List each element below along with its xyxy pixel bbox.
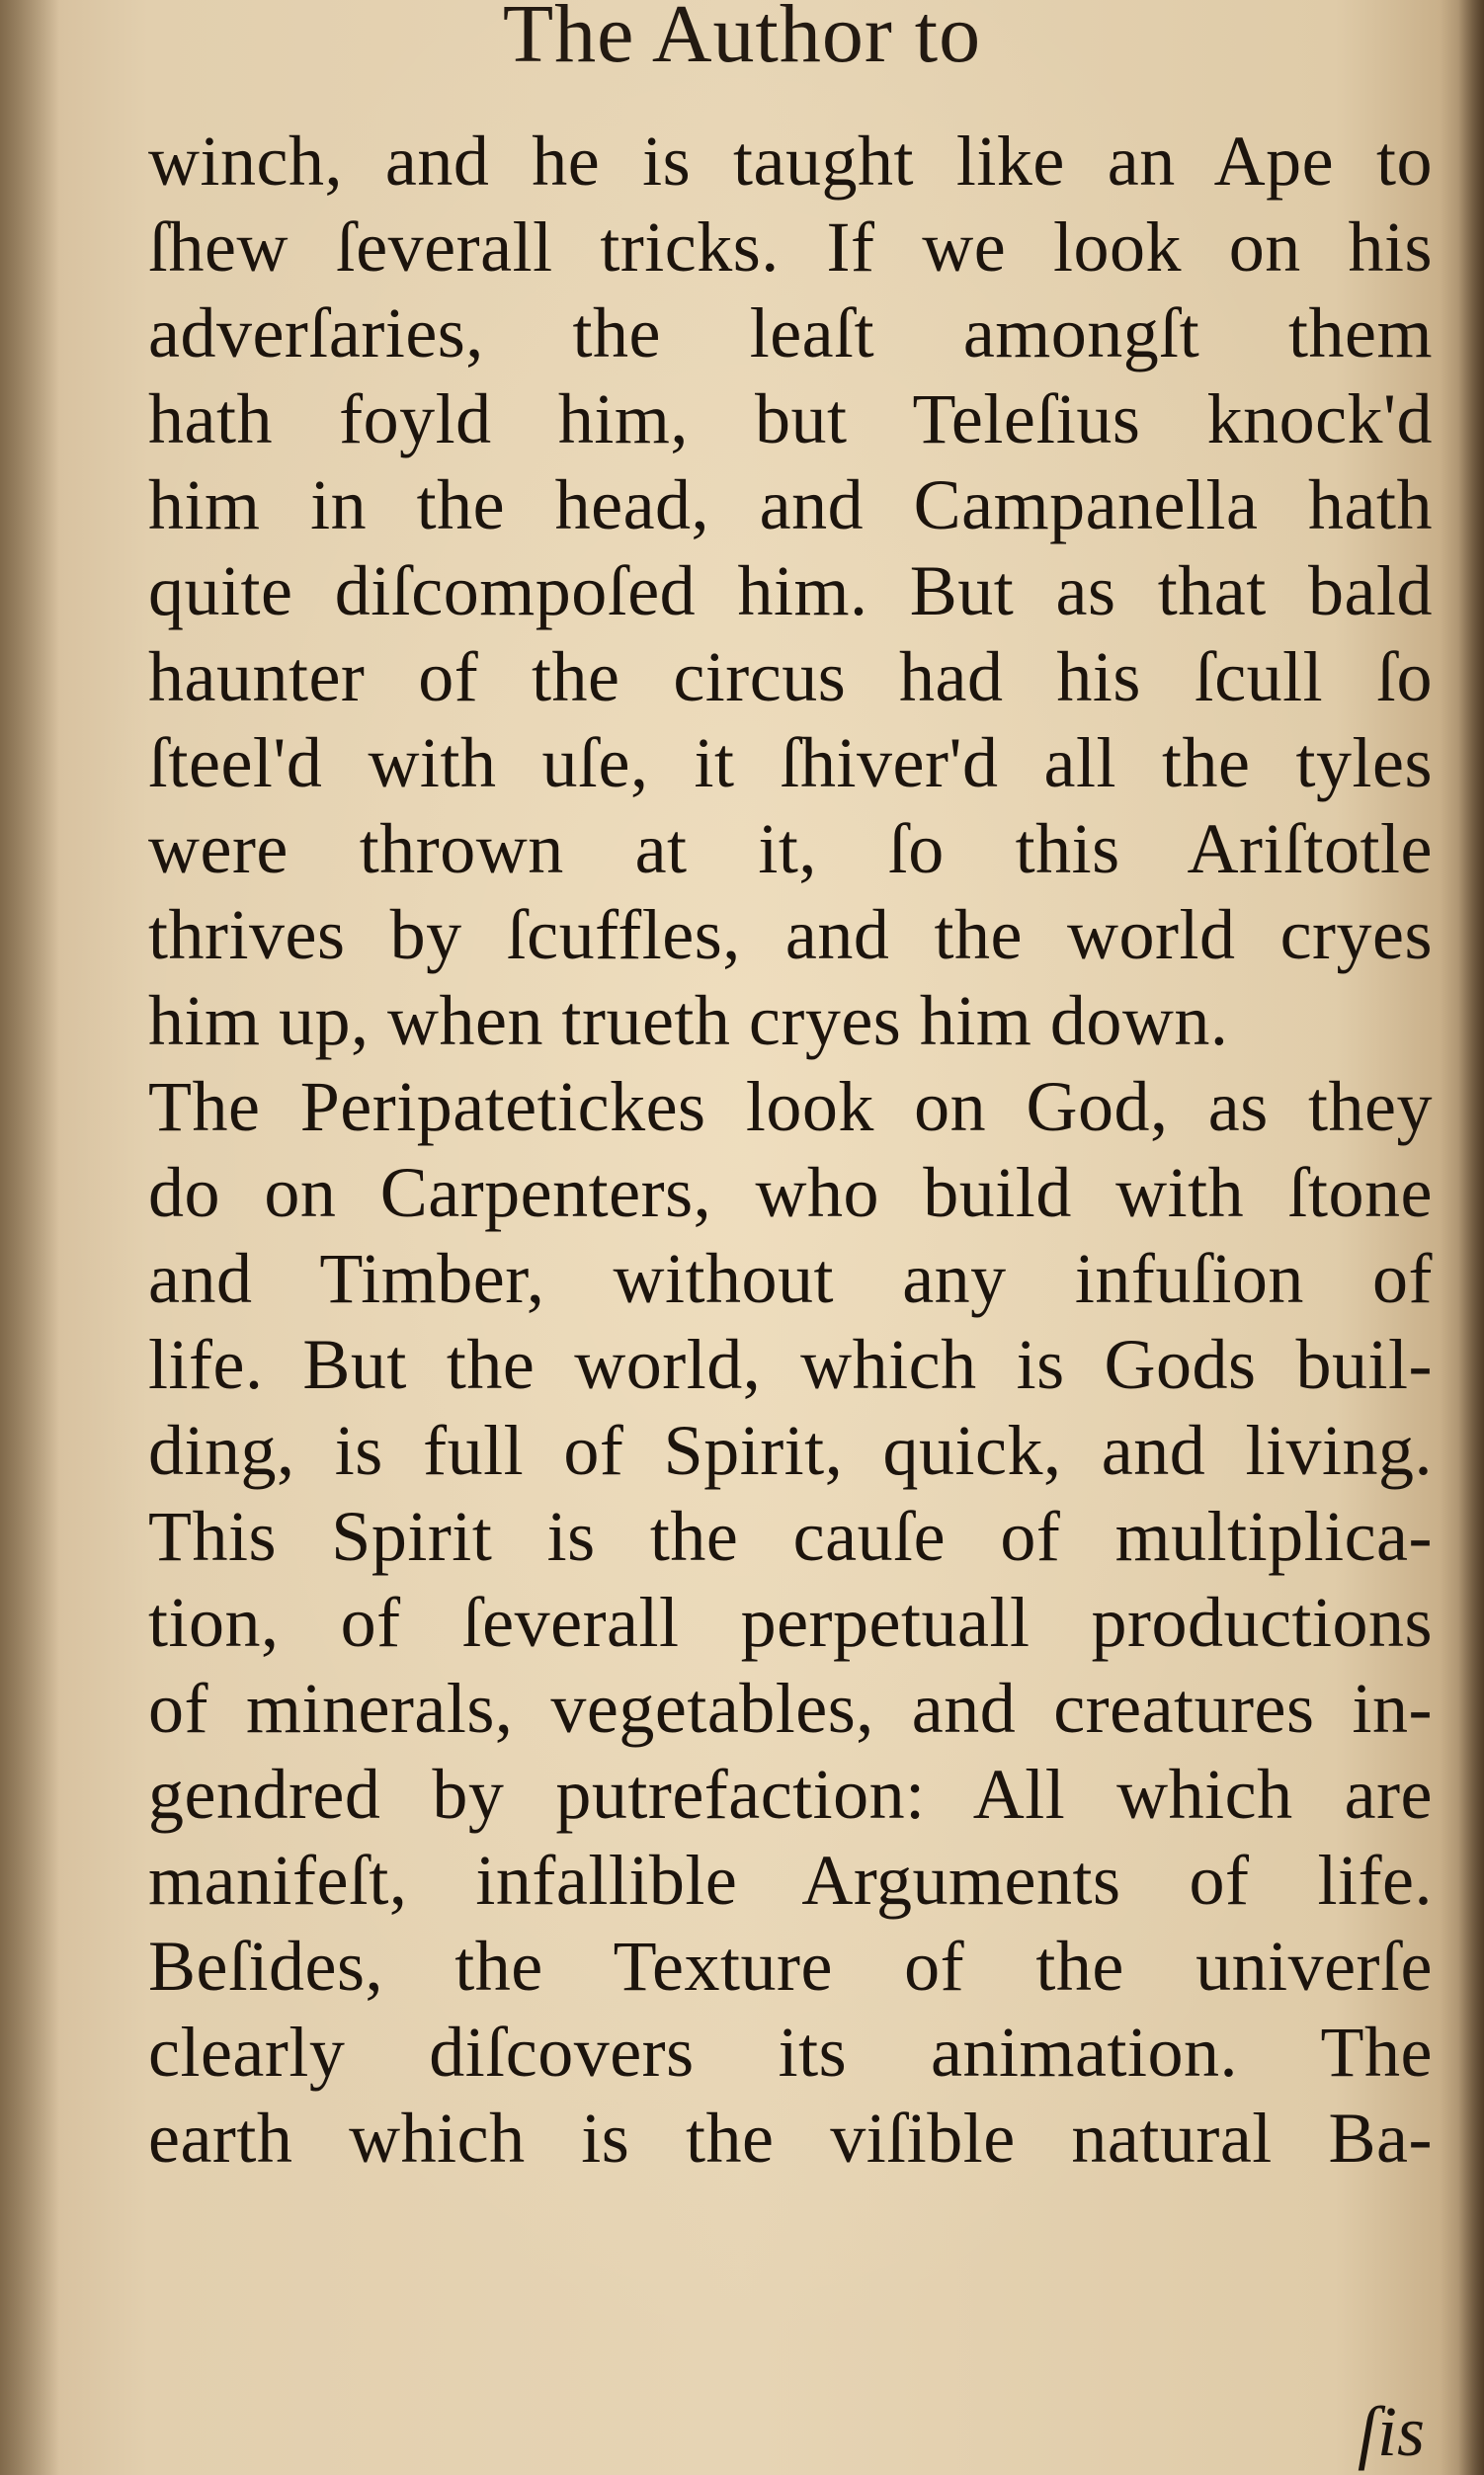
page-gutter-shadow <box>0 0 59 2475</box>
body-text <box>148 119 1433 2182</box>
text-line: and Timber, without any infuſion of <box>148 1239 1433 1318</box>
text-line: clearly diſcovers its animation. The <box>148 2013 1433 2092</box>
text-line: The Peripatetickes look on God, as they <box>148 1067 1433 1146</box>
text-line: ding, is full of Spirit, quick, and living. <box>148 1411 1433 1490</box>
text-line: of minerals, vegetables, and creatures in- <box>148 1669 1433 1748</box>
text-line: hath foyld him, but Teleſius knock'd <box>148 379 1433 458</box>
text-line: adverſaries, the leaſt amongſt them <box>148 293 1433 372</box>
page-edge-shadow <box>1458 0 1484 2475</box>
text-line: haunter of the circus had his ſcull ſo <box>148 637 1433 716</box>
text-line: life. But the world, which is Gods buil- <box>148 1325 1433 1404</box>
text-line: do on Carpenters, who build with ſtone <box>148 1153 1433 1232</box>
text-line: This Spirit is the cauſe of multiplica- <box>148 1497 1433 1576</box>
text-line: gendred by putrefaction: All which are <box>148 1755 1433 1834</box>
text-line: ſhew ſeverall tricks. If we look on his <box>148 207 1433 287</box>
catchword: ſis <box>1357 2392 1425 2471</box>
text-line: winch, and he is taught like an Ape to <box>148 122 1433 201</box>
text-line: earth which is the viſible natural Ba- <box>148 2099 1433 2178</box>
running-head: The Author to <box>502 0 982 80</box>
text-line: manifeſt, infallible Arguments of life. <box>148 1841 1433 1920</box>
text-line: were thrown at it, ſo this Ariſtotle <box>148 809 1433 888</box>
text-line: quite diſcompoſed him. But as that bald <box>148 551 1433 630</box>
text-line: ſteel'd with uſe, it ſhiver'd all the tyles <box>148 723 1433 802</box>
text-line: tion, of ſeverall perpetuall productions <box>148 1583 1433 1662</box>
text-line: him up, when trueth cryes him down. <box>148 981 1229 1060</box>
text-line: him in the head, and Campanella hath <box>148 465 1433 544</box>
text-line: Beſides, the Texture of the univerſe <box>148 1927 1433 2006</box>
text-line: thrives by ſcuffles, and the world cryes <box>148 895 1433 974</box>
